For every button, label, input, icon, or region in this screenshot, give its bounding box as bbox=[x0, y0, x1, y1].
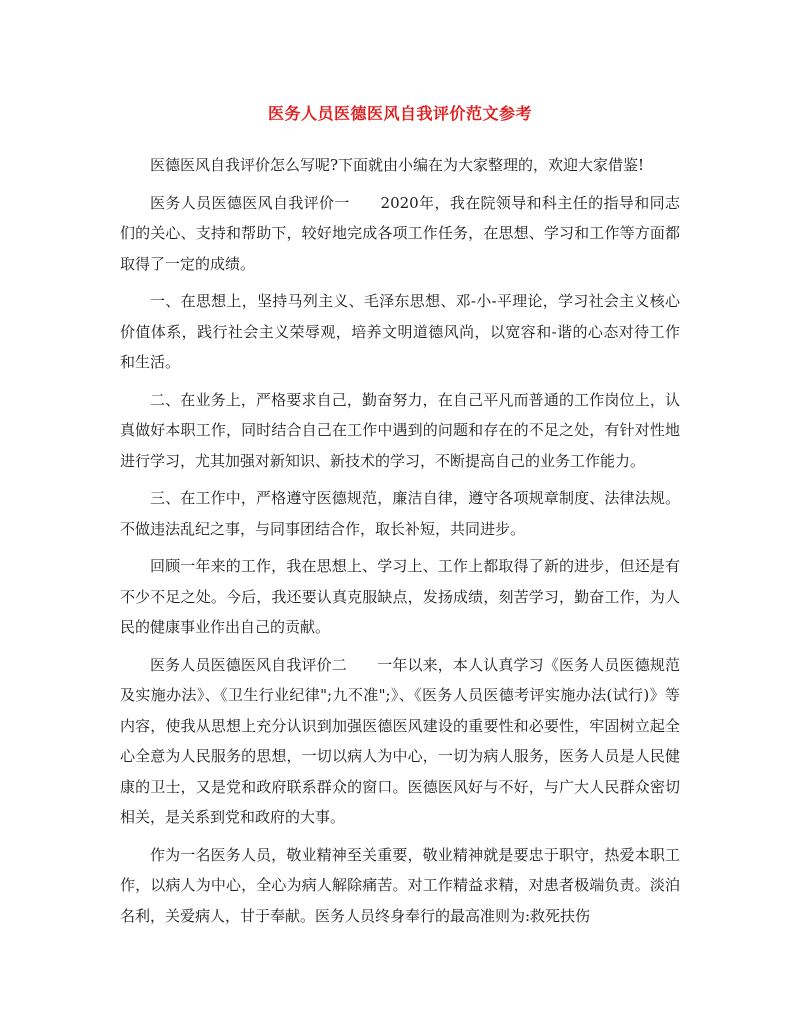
paragraph-evaluation-one: 医务人员医德医风自我评价一 2020年，我在院领导和科主任的指导和同志们的关心、支持和帮助下，较好地完成各项工作任务，在思想、学习和工作等方面都取得了一定的成绩。 bbox=[120, 193, 680, 273]
paragraph-work: 三、在工作中，严格遵守医德规范，廉洁自律，遵守各项规章制度、法律法规。不做违法乱纪之事，与同事团结合作，取长补短，共同进步。 bbox=[120, 489, 680, 538]
document-title: 医务人员医德医风自我评价范文参考 bbox=[267, 104, 532, 123]
paragraph-evaluation-two: 医务人员医德医风自我评价二 一年以来，本人认真学习《医务人员医德规范及实施办法》、《卫生行业纪律";九不准";》、《医务人员医德考评实施办法(试行)》等内容，使我从思想上充分认识到加强医德医风建设的重要性和必要性，牢固树立起全心全意为人民服务的思想，一切以病人为中心，一切为病人服务，医务人员是人民健康的卫士，又是党和政府联系群众的窗口。医德医风好与不好，与广大人民群众密切相关，是关系到党和政府的大事。 bbox=[120, 655, 680, 826]
document-body bbox=[120, 150, 680, 938]
paragraph-intro: 医德医风自我评价怎么写呢?下面就由小编在为大家整理的，欢迎大家借鉴! bbox=[150, 156, 645, 174]
paragraph-dedication: 作为一名医务人员，敬业精神至关重要，敬业精神就是要忠于职守，热爱本职工作，以病人为中心，全心为病人解除痛苦。对工作精益求精，对患者极端负责。淡泊名利，关爱病人，甘于奉献。医务人员终身奉行的最高准则为:救死扶伤 bbox=[120, 845, 680, 925]
paragraph-thought: 一、在思想上，坚持马列主义、毛泽东思想、邓-小-平理论，学习社会主义核心价值体系，践行社会主义荣辱观，培养文明道德风尚，以宽容和-谐的心态对待工作和生活。 bbox=[120, 292, 680, 371]
paragraph-review: 回顾一年来的工作，我在思想上、学习上、工作上都取得了新的进步，但还是有不少不足之处。今后，我还要认真克服缺点，发扬成绩，刻苦学习，勤奋工作，为人民的健康事业作出自己的贡献。 bbox=[120, 557, 680, 636]
paragraph-business: 二、在业务上，严格要求自己，勤奋努力，在自己平凡而普通的工作岗位上，认真做好本职工作，同时结合自己在工作中遇到的问题和存在的不足之处，有针对性地进行学习，尤其加强对新知识、新技术的学习，不断提高自己的业务工作能力。 bbox=[120, 390, 680, 470]
